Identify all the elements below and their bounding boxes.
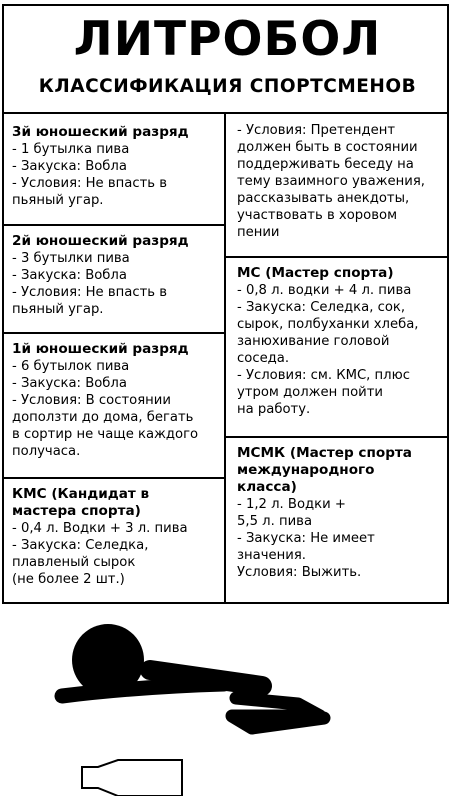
rank-detail-line: 5,5 л. пива xyxy=(237,514,313,529)
rank-detail-line: пьяный угар. xyxy=(12,193,104,208)
rank-kms xyxy=(12,486,222,588)
rank-detail-line: - Условия: см. КМС, плюс xyxy=(237,368,410,383)
rank-detail-line: - Закуска: Вобла xyxy=(12,376,127,391)
rank-3-junior xyxy=(12,124,222,209)
rank-detail-line: - 1 бутылка пива xyxy=(12,142,130,157)
rank-detail-line: - Условия: Не впасть в xyxy=(12,176,168,191)
bottle-icon xyxy=(82,760,182,796)
rank-heading: класса) xyxy=(237,479,297,495)
rank-detail-line: доползти до дома, бегать xyxy=(12,410,194,425)
rank-detail-line: утром должен пойти xyxy=(237,385,384,400)
rank-heading: международного xyxy=(237,462,375,478)
rank-detail-line: тему взаимного уважения, xyxy=(237,174,425,189)
column-divider xyxy=(224,112,226,604)
right-divider-1 xyxy=(224,256,449,258)
rank-detail-line: - Закуска: Вобла xyxy=(12,268,127,283)
rank-detail-line: должен быть в состоянии xyxy=(237,140,418,155)
lying-figure-illustration xyxy=(0,604,455,796)
rank-detail-line: - Условия: В состоянии xyxy=(12,393,171,408)
rank-detail-line: занюхивание головой xyxy=(237,334,390,349)
rank-heading: 3й юношеский разряд xyxy=(12,124,189,140)
figure-legs xyxy=(232,686,324,728)
rank-heading: мастера спорта) xyxy=(12,503,141,519)
rank-detail-line: - Закуска: Селедка, сок, xyxy=(237,300,406,315)
rank-detail-line: - 6 бутылок пива xyxy=(12,359,130,374)
rank-heading: 2й юношеский разряд xyxy=(12,233,189,249)
rank-detail-line: - 0,8 л. водки + 4 л. пива xyxy=(237,283,412,298)
rank-detail-line: поддерживать беседу на xyxy=(237,157,414,172)
rank-detail-line: значения. xyxy=(237,548,306,563)
rank-detail-line: - 0,4 л. Водки + 3 л. пива xyxy=(12,521,188,536)
rank-detail-line: соседа. xyxy=(237,351,290,366)
rank-detail-line: Условия: Выжить. xyxy=(237,565,362,580)
rank-detail-line: - Условия: Претендент xyxy=(237,123,395,138)
page-title: ЛИТРОБОЛ xyxy=(73,12,382,67)
left-divider-1 xyxy=(2,224,224,226)
rank-detail-line: (не более 2 шт.) xyxy=(12,572,125,587)
rank-detail-line: пьяный угар. xyxy=(12,302,104,317)
page-subtitle: КЛАССИФИКАЦИЯ СПОРТСМЕНОВ xyxy=(38,76,417,97)
rank-ms xyxy=(237,265,447,418)
rank-msmk xyxy=(237,445,447,581)
rank-detail-line: - Закуска: Селедка, xyxy=(12,538,149,553)
rank-detail-line: на работу. xyxy=(237,402,311,417)
rank-detail-line: сырок, полбуханки хлеба, xyxy=(237,317,419,332)
rank-detail-line: - 1,2 л. Водки + xyxy=(237,497,346,512)
rank-1-junior xyxy=(12,341,222,460)
rank-detail-line: - Закуска: Не имеет xyxy=(237,531,375,546)
rank-detail-line: в сортир не чаще каждого xyxy=(12,427,199,442)
right-divider-2 xyxy=(224,436,449,438)
kms-conditions xyxy=(237,122,447,241)
rank-detail-line: - Закуска: Вобла xyxy=(12,159,127,174)
rank-detail-line: - 3 бутылки пива xyxy=(12,251,130,266)
rank-detail-line: получаса. xyxy=(12,444,81,459)
left-divider-3 xyxy=(2,477,224,479)
drunk-figure xyxy=(62,624,324,728)
rank-heading: МСМК (Мастер спорта xyxy=(237,445,412,461)
rank-heading: 1й юношеский разряд xyxy=(12,341,189,357)
rank-heading: КМС (Кандидат в xyxy=(12,486,150,502)
rank-detail-line: плавленый сырок xyxy=(12,555,136,570)
rank-detail-line: - Условия: Не впасть в xyxy=(12,285,168,300)
left-divider-2 xyxy=(2,332,224,334)
rank-detail-line: пении xyxy=(237,225,280,240)
rank-detail-line: участвовать в хоровом xyxy=(237,208,398,223)
rank-heading: МС (Мастер спорта) xyxy=(237,265,394,281)
rank-detail-line: рассказывать анекдоты, xyxy=(237,191,410,206)
figure-arm xyxy=(62,684,224,696)
rank-2-junior xyxy=(12,233,222,318)
